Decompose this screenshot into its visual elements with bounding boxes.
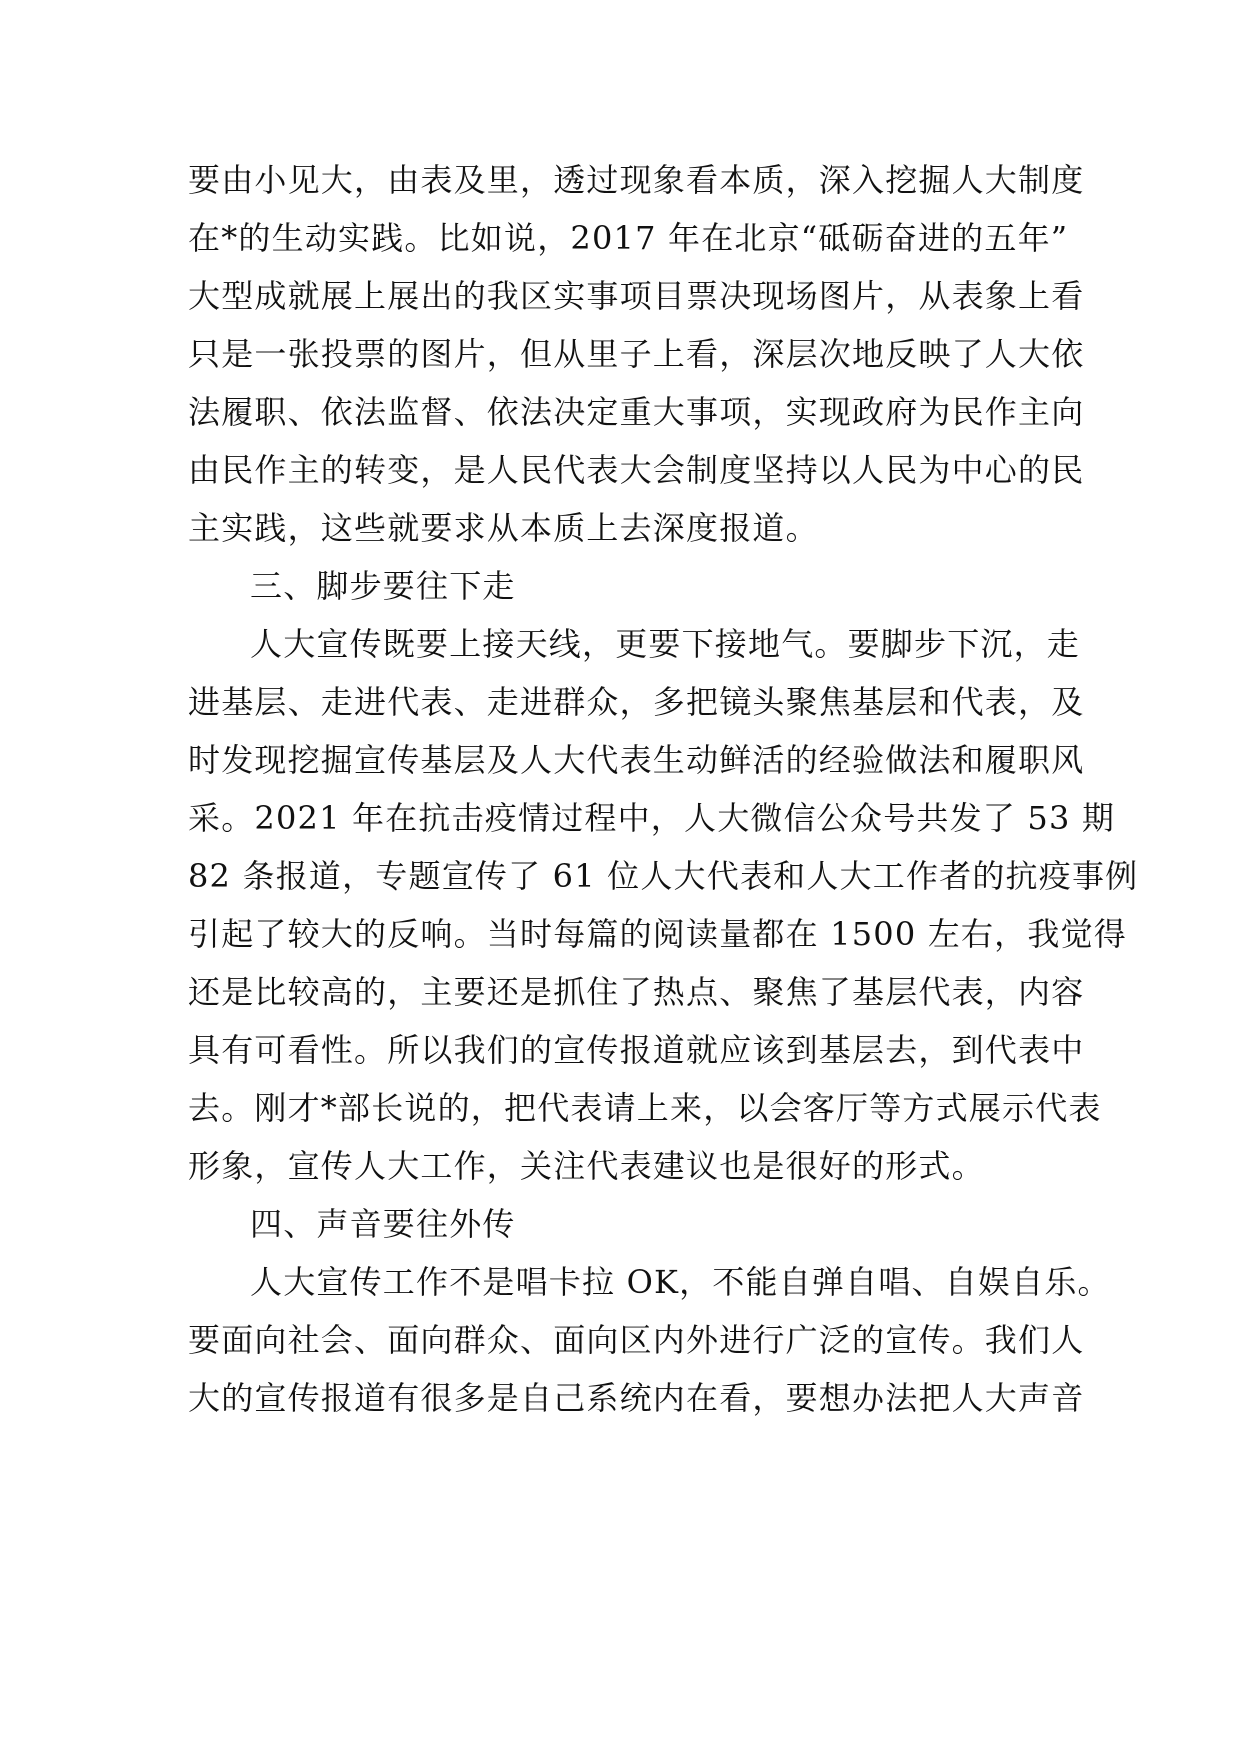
paragraph-line: 还是比较高的，主要还是抓住了热点、聚焦了基层代表，内容 (188, 973, 1085, 1011)
section-heading: 四、声音要往外传 (250, 1205, 516, 1243)
paragraph-line: 主实践，这些就要求从本质上去深度报道。 (188, 509, 819, 547)
section-heading: 三、脚步要往下走 (250, 567, 516, 605)
paragraph-line: 具有可看性。所以我们的宣传报道就应该到基层去，到代表中 (188, 1031, 1085, 1069)
paragraph-line: 要面向社会、面向群众、面向区内外进行广泛的宣传。我们人 (188, 1321, 1085, 1359)
paragraph-line: 形象，宣传人大工作，关注代表建议也是很好的形式。 (188, 1147, 985, 1185)
paragraph-line: 人大宣传工作不是唱卡拉 OK，不能自弹自唱、自娱自乐。 (250, 1263, 1111, 1301)
paragraph-line: 去。刚才*部长说的，把代表请上来，以会客厅等方式展示代表 (188, 1089, 1102, 1127)
paragraph-line: 由民作主的转变，是人民代表大会制度坚持以人民为中心的民 (188, 451, 1085, 489)
paragraph-line: 引起了较大的反响。当时每篇的阅读量都在 1500 左右，我觉得 (188, 915, 1127, 953)
paragraph-line: 82 条报道，专题宣传了 61 位人大代表和人大工作者的抗疫事例 (188, 857, 1139, 895)
paragraph-line: 法履职、依法监督、依法决定重大事项，实现政府为民作主向 (188, 393, 1085, 431)
paragraph-line: 大型成就展上展出的我区实事项目票决现场图片，从表象上看 (188, 277, 1085, 315)
paragraph-line: 在*的生动实践。比如说，2017 年在北京“砥砺奋进的五年” (188, 219, 1069, 257)
paragraph-line: 采。2021 年在抗击疫情过程中，人大微信公众号共发了 53 期 (188, 799, 1116, 837)
paragraph-line: 人大宣传既要上接天线，更要下接地气。要脚步下沉，走 (250, 625, 1081, 663)
paragraph-line: 大的宣传报道有很多是自己系统内在看，要想办法把人大声音 (188, 1379, 1085, 1417)
paragraph-line: 只是一张投票的图片，但从里子上看，深层次地反映了人大依 (188, 335, 1085, 373)
paragraph-line: 要由小见大，由表及里，透过现象看本质，深入挖掘人大制度 (188, 161, 1085, 199)
paragraph-line: 时发现挖掘宣传基层及人大代表生动鲜活的经验做法和履职风 (188, 741, 1085, 779)
paragraph-line: 进基层、走进代表、走进群众，多把镜头聚焦基层和代表，及 (188, 683, 1085, 721)
